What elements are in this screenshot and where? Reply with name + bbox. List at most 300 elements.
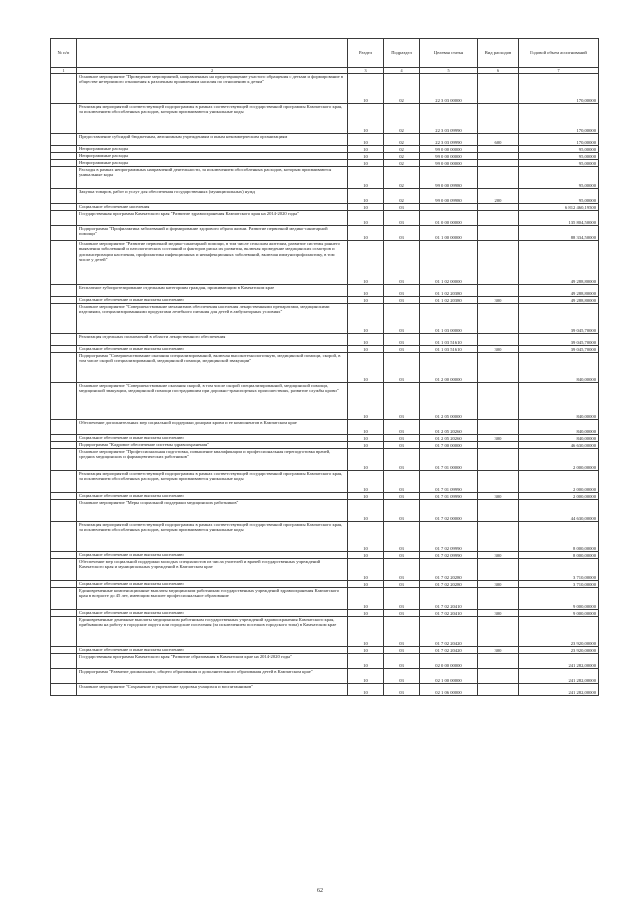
row-amount-cell: 840,00000 — [519, 420, 599, 435]
table-row — [51, 442, 599, 449]
row-target-cell: 01 7 02 20420 — [420, 617, 478, 647]
row-section-cell: 10 — [348, 134, 384, 146]
row-expense-type-cell — [478, 654, 519, 669]
row-name-cell: Бесплатное зубопротезирование отдельным категориям граждан, проживающим в Камчатском крае — [77, 285, 348, 297]
row-amount-cell: 3 710,00000 — [519, 559, 599, 581]
row-section-cell: 10 — [348, 610, 384, 617]
row-amount-cell: 840,00000 — [519, 435, 599, 442]
row-subsection-cell: 03 — [384, 559, 420, 581]
row-target-cell: 02 1 06 00000 — [420, 684, 478, 696]
row-subsection-cell: 02 — [384, 74, 420, 104]
row-name-cell: Социальное обеспечение и иные выплаты населению — [77, 346, 348, 353]
table-row — [51, 346, 599, 353]
row-subsection-cell: 03 — [384, 617, 420, 647]
row-num-cell — [51, 610, 77, 617]
table-row — [51, 435, 599, 442]
row-subsection-cell: 03 — [384, 647, 420, 654]
row-amount-cell: 95,00000 — [519, 153, 599, 160]
table-row — [51, 167, 599, 189]
row-amount-cell: 135 804,50000 — [519, 211, 599, 226]
row-amount-cell: 23 920,00000 — [519, 647, 599, 654]
row-expense-type-cell — [478, 146, 519, 153]
table-row — [51, 353, 599, 383]
row-section-cell: 10 — [348, 552, 384, 559]
header-num: № п/п — [51, 39, 77, 68]
row-expense-type-cell — [478, 420, 519, 435]
row-expense-type-cell — [478, 442, 519, 449]
row-expense-type-cell — [478, 500, 519, 522]
row-subsection-cell: 02 — [384, 146, 420, 153]
row-target-cell: 01 7 02 20420 — [420, 647, 478, 654]
row-expense-type-cell — [478, 241, 519, 285]
row-amount-cell: 241 282,00000 — [519, 684, 599, 696]
row-name-cell: Социальное обеспечение и иные выплаты населению — [77, 493, 348, 500]
row-subsection-cell: 03 — [384, 522, 420, 552]
row-amount-cell: 44 630,00000 — [519, 500, 599, 522]
row-subsection-cell: 03 — [384, 304, 420, 334]
row-section-cell: 10 — [348, 353, 384, 383]
row-target-cell: 01 7 00 00000 — [420, 442, 478, 449]
row-num-cell — [51, 493, 77, 500]
row-amount-cell: 49 288,80000 — [519, 241, 599, 285]
row-num-cell — [51, 552, 77, 559]
row-num-cell — [51, 647, 77, 654]
table-row — [51, 297, 599, 304]
row-section-cell: 10 — [348, 297, 384, 304]
table-body — [51, 74, 599, 696]
row-subsection-cell: 03 — [384, 346, 420, 353]
row-amount-cell: 241 282,00000 — [519, 669, 599, 684]
column-index-cell: 3 — [348, 68, 384, 74]
row-name-cell: Реализация мероприятий соответствующей подпрограммы в рамках соответствующей государственной программы Камчатского края, за исключением обособленных расходов, которым присваиваются уникальные коды — [77, 104, 348, 134]
row-name-cell: Закупка товаров, работ и услуг для обеспечения государственных (муниципальных) нужд — [77, 189, 348, 204]
row-num-cell — [51, 160, 77, 167]
row-subsection-cell: 02 — [384, 104, 420, 134]
table-row — [51, 146, 599, 153]
row-section-cell: 10 — [348, 654, 384, 669]
row-num-cell — [51, 420, 77, 435]
row-subsection-cell: 02 — [384, 134, 420, 146]
row-amount-cell: 3 710,00000 — [519, 581, 599, 588]
row-amount-cell: 6 812 460,19500 — [519, 204, 599, 211]
row-subsection-cell: 03 — [384, 435, 420, 442]
row-subsection-cell: 03 — [384, 211, 420, 226]
row-section-cell: 10 — [348, 74, 384, 104]
table-row — [51, 383, 599, 420]
table-row — [51, 160, 599, 167]
row-section-cell: 10 — [348, 471, 384, 493]
row-subsection-cell: 03 — [384, 383, 420, 420]
table-row — [51, 304, 599, 334]
row-expense-type-cell — [478, 167, 519, 189]
row-name-cell: Основное мероприятие "Меры социальной поддержки медицинских работников" — [77, 500, 348, 522]
table-row — [51, 334, 599, 346]
row-name-cell: Единовременные денежные выплаты медицинским работникам государственных учреждений здравоохранения Камчатского края, прибывшим на работу в городские округа или городские поселения (за исключением поселков городского типа) в Камчатском крае — [77, 617, 348, 647]
row-subsection-cell: 03 — [384, 588, 420, 610]
row-num-cell — [51, 104, 77, 134]
table-row — [51, 617, 599, 647]
row-amount-cell: 170,00000 — [519, 104, 599, 134]
row-num-cell — [51, 684, 77, 696]
row-target-cell: 02 0 00 00000 — [420, 654, 478, 669]
row-amount-cell: 95,00000 — [519, 167, 599, 189]
row-amount-cell: 39 045,70000 — [519, 346, 599, 353]
row-expense-type-cell — [478, 559, 519, 581]
row-target-cell: 01 1 00 00000 — [420, 226, 478, 241]
row-section-cell: 10 — [348, 684, 384, 696]
row-amount-cell: 840,00000 — [519, 353, 599, 383]
row-expense-type-cell: 300 — [478, 552, 519, 559]
row-subsection-cell: 03 — [384, 420, 420, 435]
row-section-cell: 10 — [348, 334, 384, 346]
row-expense-type-cell — [478, 471, 519, 493]
table-row — [51, 204, 599, 211]
header-amount: Годовой объем ассигнований — [519, 39, 599, 68]
table-row — [51, 285, 599, 297]
header-expense-type: Вид расходов — [478, 39, 519, 68]
row-expense-type-cell — [478, 588, 519, 610]
row-amount-cell: 2 000,00000 — [519, 493, 599, 500]
row-expense-type-cell — [478, 211, 519, 226]
row-name-cell: Расходы в рамках непрограммных направлений деятельности, за исключением обособленных расходов, которым присваиваются уникальные коды — [77, 167, 348, 189]
row-name-cell: Обеспечение дополнительных мер социальной поддержки донорам крови и ее компонентов в Камчатском крае — [77, 420, 348, 435]
row-expense-type-cell: 600 — [478, 134, 519, 146]
table-row — [51, 684, 599, 696]
row-name-cell: Основное мероприятие "Проведение мероприятий, направленных на предотвращение ухастого обращения с детьми и формирование в обществе нетерпимого отношения к различным проявлениям насилия по отношению к детям" — [77, 74, 348, 104]
row-name-cell: Подпрограмма "Профилактика заболеваний и формирование здорового образа жизни. Развитие первичной медико-санитарной помощи" — [77, 226, 348, 241]
row-subsection-cell: 02 — [384, 167, 420, 189]
table-row — [51, 552, 599, 559]
row-amount-cell: 49 288,80000 — [519, 285, 599, 297]
row-target-cell: 99 0 00 00000 — [420, 153, 478, 160]
row-expense-type-cell: 300 — [478, 493, 519, 500]
row-target-cell — [420, 204, 478, 211]
row-name-cell: Предоставление субсидий бюджетным, автономным учреждениям и иным некоммерческим организациям — [77, 134, 348, 146]
row-num-cell — [51, 500, 77, 522]
row-expense-type-cell — [478, 204, 519, 211]
row-amount-cell: 840,00000 — [519, 383, 599, 420]
row-name-cell: Социальное обеспечение и иные выплаты населению — [77, 610, 348, 617]
row-name-cell: Реализация мероприятий соответствующей подпрограммы в рамках соответствующей государственной программы Камчатского края, за исключением обособленных расходов, которым присваиваются уникальные коды — [77, 471, 348, 493]
row-num-cell — [51, 442, 77, 449]
row-expense-type-cell: 300 — [478, 297, 519, 304]
row-name-cell: Социальное обеспечение и иные выплаты населению — [77, 581, 348, 588]
row-name-cell: Социальное обеспечение и иные выплаты населению — [77, 435, 348, 442]
row-num-cell — [51, 588, 77, 610]
row-subsection-cell: 03 — [384, 471, 420, 493]
row-expense-type-cell: 300 — [478, 346, 519, 353]
row-amount-cell: 9 000,00000 — [519, 588, 599, 610]
row-expense-type-cell: 300 — [478, 610, 519, 617]
row-subsection-cell: 03 — [384, 226, 420, 241]
row-target-cell: 01 1 02 00000 — [420, 241, 478, 285]
header-section: Раздел — [348, 39, 384, 68]
row-target-cell: 01 7 01 09990 — [420, 471, 478, 493]
column-index-cell: 1 — [51, 68, 77, 74]
row-subsection-cell: 03 — [384, 654, 420, 669]
row-target-cell: 01 1 02 20380 — [420, 297, 478, 304]
row-target-cell: 01 1 03 51610 — [420, 334, 478, 346]
table-row — [51, 610, 599, 617]
table-row — [51, 449, 599, 471]
header-target: Целевая статья — [420, 39, 478, 68]
row-expense-type-cell — [478, 522, 519, 552]
row-amount-cell: 95,00000 — [519, 146, 599, 153]
row-expense-type-cell — [478, 285, 519, 297]
table-row — [51, 471, 599, 493]
row-expense-type-cell — [478, 669, 519, 684]
row-target-cell: 01 2 05 20260 — [420, 435, 478, 442]
row-target-cell: 01 7 01 00000 — [420, 449, 478, 471]
table-row — [51, 500, 599, 522]
row-num-cell — [51, 346, 77, 353]
row-num-cell — [51, 285, 77, 297]
column-index-cell: 7 — [519, 68, 599, 74]
row-target-cell: 01 2 00 00000 — [420, 353, 478, 383]
row-num-cell — [51, 471, 77, 493]
budget-table-page — [50, 38, 598, 696]
row-target-cell: 22 3 03 09990 — [420, 104, 478, 134]
row-subsection-cell: 02 — [384, 189, 420, 204]
header-subsection: Подраздел — [384, 39, 420, 68]
row-num-cell — [51, 449, 77, 471]
row-section-cell: 10 — [348, 581, 384, 588]
row-expense-type-cell — [478, 160, 519, 167]
row-section-cell: 10 — [348, 522, 384, 552]
row-section-cell: 10 — [348, 241, 384, 285]
row-section-cell: 10 — [348, 435, 384, 442]
row-subsection-cell: 03 — [384, 552, 420, 559]
row-amount-cell: 170,00000 — [519, 134, 599, 146]
row-name-cell: Единовременные компенсационные выплаты медицинским работникам государственных учреждений здравоохранения Камчатского края в возрасте до 45 лет, имеющим высшее профессиональное образование — [77, 588, 348, 610]
row-amount-cell: 8 000,00000 — [519, 522, 599, 552]
row-name-cell: Социальное обеспечение населения — [77, 204, 348, 211]
row-target-cell: 01 7 02 09990 — [420, 522, 478, 552]
row-amount-cell: 95,00000 — [519, 189, 599, 204]
row-section-cell: 10 — [348, 383, 384, 420]
row-name-cell: Основное мероприятие "Профессиональная подготовка, повышение квалификации и профессиональная переподготовка врачей, средних медицинских и фармацевтических работников" — [77, 449, 348, 471]
header-row — [51, 39, 599, 68]
table-row — [51, 211, 599, 226]
row-amount-cell: 49 288,80000 — [519, 297, 599, 304]
row-subsection-cell: 03 — [384, 610, 420, 617]
row-target-cell: 01 0 00 00000 — [420, 211, 478, 226]
row-target-cell: 22 3 03 00000 — [420, 74, 478, 104]
row-target-cell: 22 3 03 09990 — [420, 134, 478, 146]
row-name-cell: Непрограммные расходы — [77, 146, 348, 153]
row-subsection-cell: 03 — [384, 449, 420, 471]
row-expense-type-cell: 200 — [478, 189, 519, 204]
row-subsection-cell: 03 — [384, 334, 420, 346]
table-row — [51, 420, 599, 435]
row-expense-type-cell — [478, 74, 519, 104]
row-num-cell — [51, 669, 77, 684]
row-section-cell: 10 — [348, 189, 384, 204]
row-num-cell — [51, 353, 77, 383]
row-subsection-cell: 03 — [384, 297, 420, 304]
row-section-cell: 10 — [348, 104, 384, 134]
column-index-cell: 2 — [77, 68, 348, 74]
row-expense-type-cell — [478, 304, 519, 334]
row-expense-type-cell: 300 — [478, 581, 519, 588]
row-num-cell — [51, 146, 77, 153]
row-name-cell: Реализация отдельных полномочий в области лекарственного обеспечения — [77, 334, 348, 346]
row-amount-cell: 39 045,70000 — [519, 334, 599, 346]
row-subsection-cell: 03 — [384, 285, 420, 297]
row-name-cell: Реализация мероприятий соответствующей подпрограммы в рамках соответствующей государственной программы Камчатского края, за исключением обособленных расходов, которым присваиваются уникальные коды — [77, 522, 348, 552]
table-row — [51, 493, 599, 500]
row-name-cell: Государственная программа Камчатского края "Развитие здравоохранения Камчатского края на 2014-2020 годы" — [77, 211, 348, 226]
row-subsection-cell: 03 — [384, 581, 420, 588]
row-amount-cell: 88 334,50000 — [519, 226, 599, 241]
row-section-cell: 10 — [348, 647, 384, 654]
table-row — [51, 522, 599, 552]
table-row — [51, 74, 599, 104]
row-amount-cell: 23 920,00000 — [519, 617, 599, 647]
row-subsection-cell: 03 — [384, 500, 420, 522]
row-expense-type-cell — [478, 383, 519, 420]
row-num-cell — [51, 297, 77, 304]
row-name-cell: Непрограммные расходы — [77, 153, 348, 160]
row-subsection-cell: 03 — [384, 669, 420, 684]
row-num-cell — [51, 617, 77, 647]
row-section-cell: 10 — [348, 226, 384, 241]
row-section-cell: 10 — [348, 442, 384, 449]
table-row — [51, 588, 599, 610]
row-section-cell: 10 — [348, 588, 384, 610]
row-target-cell: 99 0 00 09980 — [420, 189, 478, 204]
table-row — [51, 153, 599, 160]
row-expense-type-cell — [478, 104, 519, 134]
table-row — [51, 226, 599, 241]
row-num-cell — [51, 189, 77, 204]
row-amount-cell: 170,00000 — [519, 74, 599, 104]
column-index-cell: 5 — [420, 68, 478, 74]
row-section-cell: 10 — [348, 617, 384, 647]
row-amount-cell: 46 630,00000 — [519, 442, 599, 449]
row-num-cell — [51, 581, 77, 588]
row-amount-cell: 39 045,70000 — [519, 304, 599, 334]
row-num-cell — [51, 226, 77, 241]
row-name-cell: Непрограммные расходы — [77, 160, 348, 167]
row-expense-type-cell — [478, 334, 519, 346]
row-expense-type-cell — [478, 684, 519, 696]
row-expense-type-cell — [478, 449, 519, 471]
row-expense-type-cell — [478, 153, 519, 160]
table-row — [51, 189, 599, 204]
row-section-cell: 10 — [348, 146, 384, 153]
row-name-cell: Государственная программа Камчатского края "Развитие образования в Камчатском крае на 2014-2020 годы" — [77, 654, 348, 669]
row-section-cell: 10 — [348, 153, 384, 160]
table-row — [51, 559, 599, 581]
row-section-cell: 10 — [348, 559, 384, 581]
row-section-cell: 10 — [348, 304, 384, 334]
row-num-cell — [51, 134, 77, 146]
row-num-cell — [51, 153, 77, 160]
row-num-cell — [51, 304, 77, 334]
row-target-cell: 01 2 05 00000 — [420, 383, 478, 420]
row-section-cell: 10 — [348, 346, 384, 353]
page-number: 62 — [317, 888, 323, 894]
row-target-cell: 01 7 02 00000 — [420, 500, 478, 522]
row-amount-cell: 2 000,00000 — [519, 449, 599, 471]
row-target-cell: 01 1 03 00000 — [420, 304, 478, 334]
row-subsection-cell: 03 — [384, 241, 420, 285]
row-section-cell: 10 — [348, 167, 384, 189]
row-num-cell — [51, 241, 77, 285]
row-subsection-cell: 03 — [384, 684, 420, 696]
row-num-cell — [51, 204, 77, 211]
row-section-cell: 10 — [348, 160, 384, 167]
table-row — [51, 581, 599, 588]
row-section-cell: 10 — [348, 500, 384, 522]
row-subsection-cell: 03 — [384, 493, 420, 500]
row-expense-type-cell: 300 — [478, 435, 519, 442]
row-name-cell: Основное мероприятие "Развитие первичной медико-санитарной помощи, в том числе сельским жителям, развитие системы раннего выявления заболеваний и патологических состояний и факторов риска их развития, включая проведение медицинских осмотров и диспансеризации населения, профилактика инфекционных и неинфекционных заболеваний, включая иммунопрофилактику, в том числе у детей" — [77, 241, 348, 285]
table-row — [51, 104, 599, 134]
row-section-cell: 10 — [348, 493, 384, 500]
row-target-cell: 01 2 05 20260 — [420, 420, 478, 435]
row-name-cell: Социальное обеспечение и иные выплаты населению — [77, 297, 348, 304]
row-subsection-cell: 02 — [384, 153, 420, 160]
row-amount-cell: 2 000,00000 — [519, 471, 599, 493]
row-expense-type-cell — [478, 617, 519, 647]
column-index-cell: 4 — [384, 68, 420, 74]
row-name-cell: Обеспечение мер социальной поддержки молодых специалистов из числа учителей и врачей государственных учреждений Камчатского края и муниципальных учреждений в Камчатском крае — [77, 559, 348, 581]
row-target-cell: 99 0 00 00000 — [420, 146, 478, 153]
header-name — [77, 39, 348, 68]
row-expense-type-cell — [478, 353, 519, 383]
row-amount-cell: 95,00000 — [519, 160, 599, 167]
row-section-cell: 10 — [348, 204, 384, 211]
row-section-cell: 10 — [348, 449, 384, 471]
row-name-cell: Основное мероприятие "Совершенствование оказания скорой, в том числе скорой специализированной, медицинской помощи, медицинской эвакуации, медицинской помощи пострадавшим при дорожно-транспортных происшествиях, развитие службы крови" — [77, 383, 348, 420]
row-num-cell — [51, 334, 77, 346]
row-target-cell: 01 7 01 09990 — [420, 493, 478, 500]
row-num-cell — [51, 435, 77, 442]
row-target-cell: 02 1 00 00000 — [420, 669, 478, 684]
row-name-cell: Подпрограмма "Развитие дошкольного, общего образования и дополнительного образования детей в Камчатском крае" — [77, 669, 348, 684]
row-amount-cell: 241 282,00000 — [519, 654, 599, 669]
row-num-cell — [51, 383, 77, 420]
row-name-cell: Основное мероприятие "Совершенствование механизмов обеспечения населения лекарственными препаратами, медицинскими изделиями, специализированными продуктами лечебного питания для детей в амбулаторных условиях" — [77, 304, 348, 334]
row-name-cell: Основное мероприятие "Сохранение и укрепление здоровья учащихся и воспитанников" — [77, 684, 348, 696]
row-target-cell: 99 0 00 09980 — [420, 167, 478, 189]
table-row — [51, 134, 599, 146]
column-index-cell: 6 — [478, 68, 519, 74]
row-subsection-cell: 03 — [384, 353, 420, 383]
budget-table — [50, 38, 599, 696]
row-name-cell: Подпрограмма "Кадровое обеспечение системы здравоохранения" — [77, 442, 348, 449]
table-row — [51, 647, 599, 654]
row-target-cell: 01 1 02 20380 — [420, 285, 478, 297]
row-expense-type-cell: 300 — [478, 647, 519, 654]
row-num-cell — [51, 211, 77, 226]
row-num-cell — [51, 654, 77, 669]
row-num-cell — [51, 74, 77, 104]
row-section-cell: 10 — [348, 285, 384, 297]
row-section-cell: 10 — [348, 211, 384, 226]
row-section-cell: 10 — [348, 420, 384, 435]
row-target-cell: 01 7 02 20280 — [420, 581, 478, 588]
table-row — [51, 241, 599, 285]
row-expense-type-cell — [478, 226, 519, 241]
row-amount-cell: 8 000,00000 — [519, 552, 599, 559]
row-target-cell: 01 7 02 20280 — [420, 559, 478, 581]
row-target-cell: 01 7 02 20410 — [420, 610, 478, 617]
row-name-cell: Подпрограмма "Совершенствование оказания специализированной, включая высокотехнологичную, медицинской помощи, скорой, в том числе скорой специализированной, медицинской помощи, медицинской эвакуации" — [77, 353, 348, 383]
row-target-cell: 01 7 02 20410 — [420, 588, 478, 610]
